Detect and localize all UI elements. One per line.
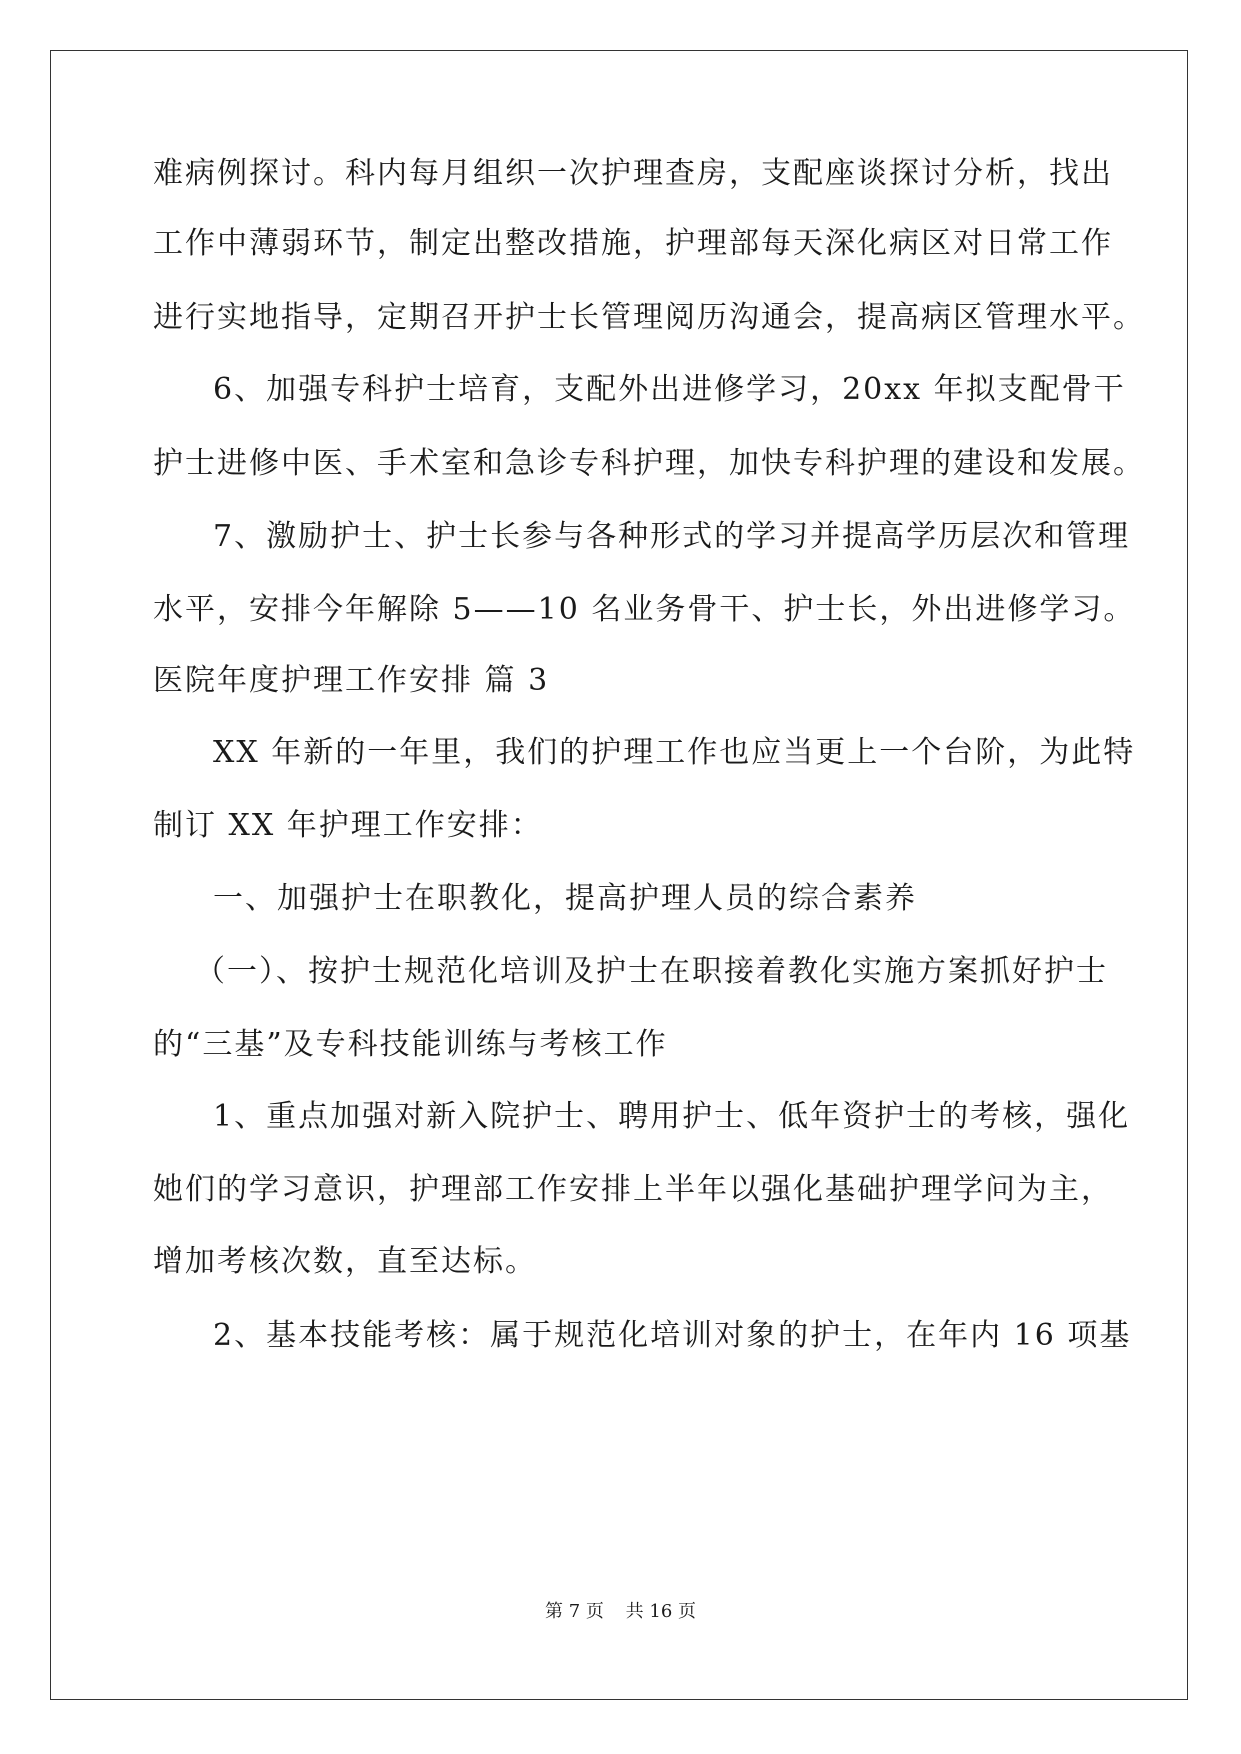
page-number: 第 7 页 [545, 1601, 604, 1622]
text-line: 水平，安排今年解除 5——10 名业务骨干、护士长，外出进修学习。 [153, 592, 1136, 627]
text-line: 一、加强护士在职教化，提高护理人员的综合素养 [213, 881, 917, 916]
text-line: 制订 XX 年护理工作安排： [153, 808, 543, 843]
text-line: 难病例探讨。科内每月组织一次护理查房，支配座谈探讨分析，找出 [153, 156, 1113, 191]
text-line: 工作中薄弱环节，制定出整改措施，护理部每天深化病区对日常工作 [153, 226, 1113, 261]
text-line: 的“三基”及专科技能训练与考核工作 [153, 1027, 668, 1062]
section-heading: 医院年度护理工作安排 篇 3 [153, 663, 550, 698]
text-line: 2、基本技能考核：属于规范化培训对象的护士，在年内 16 项基 [213, 1318, 1132, 1353]
text-line: 6、加强专科护士培育，支配外出进修学习，20xx 年拟支配骨干 [213, 372, 1126, 407]
text-line: 她们的学习意识，护理部工作安排上半年以强化基础护理学问为主， [153, 1172, 1113, 1207]
text-line: （一）、按护士规范化培训及护士在职接着教化实施方案抓好护士 [195, 954, 1108, 989]
text-line: 1、重点加强对新入院护士、聘用护士、低年资护士的考核，强化 [213, 1099, 1131, 1134]
text-line: 7、激励护士、护士长参与各种形式的学习并提高学历层次和管理 [213, 519, 1131, 554]
text-line: XX 年新的一年里，我们的护理工作也应当更上一个台阶，为此特 [213, 735, 1136, 770]
page-footer [0, 1600, 1241, 1624]
text-line: 进行实地指导，定期召开护士长管理阅历沟通会，提高病区管理水平。 [153, 300, 1145, 335]
text-line: 增加考核次数，直至达标。 [153, 1244, 537, 1279]
text-line: 护士进修中医、手术室和急诊专科护理，加快专科护理的建设和发展。 [153, 446, 1145, 481]
page-total: 共 16 页 [625, 1601, 696, 1622]
